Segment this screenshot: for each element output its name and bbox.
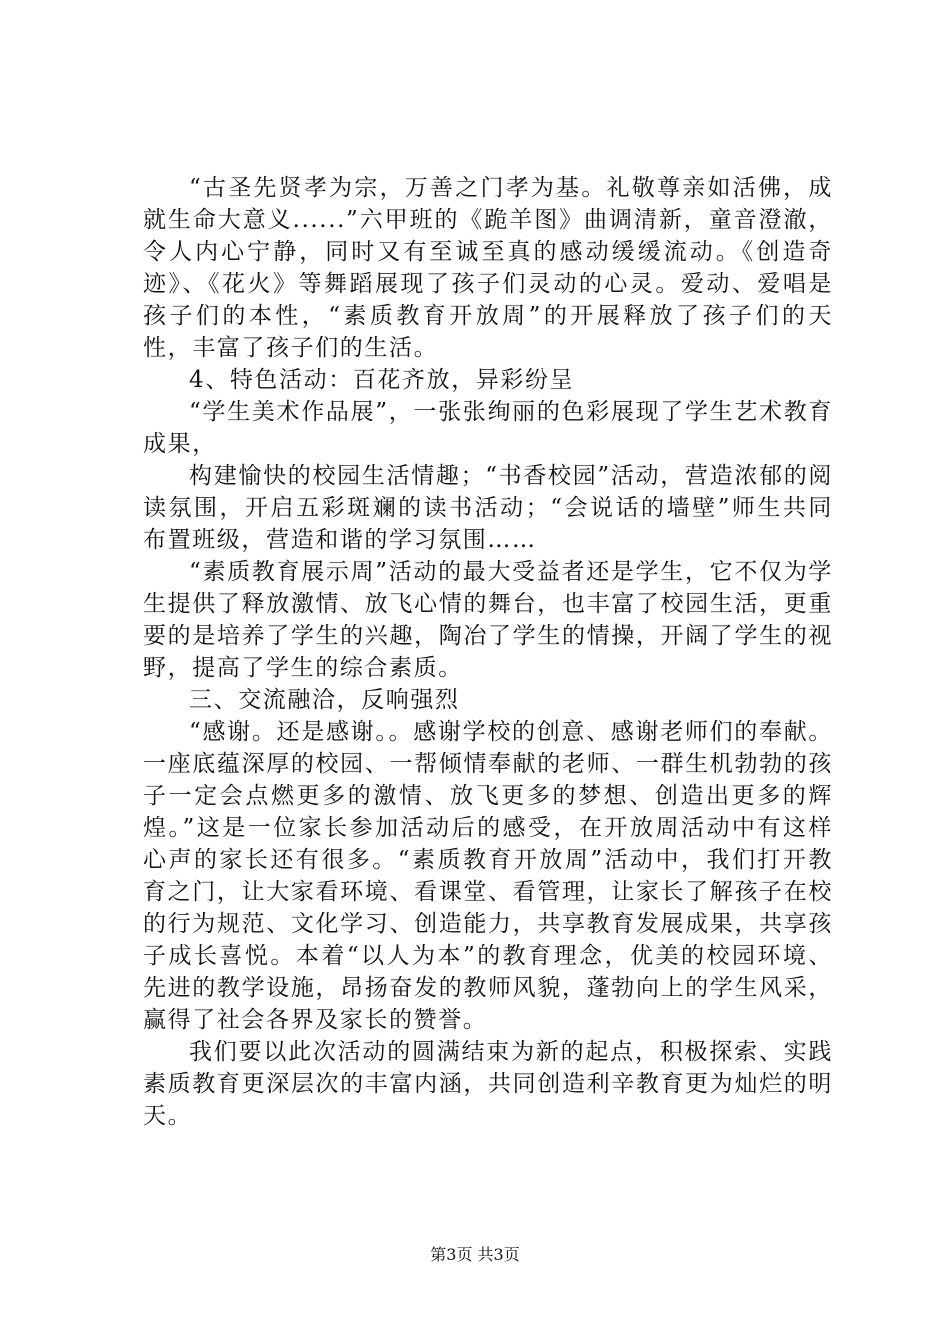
page-footer: 第3页 共3页 [430,1245,520,1264]
paragraph-art-exhibition: “学生美术作品展”，一张张绚丽的色彩展现了学生艺术教育成果， [143,399,833,457]
heading-special-activities: 4、特色活动：百花齐放，异彩纷呈 [189,367,575,393]
paragraph-campus-life: 构建愉快的校园生活情趣；“书香校园”活动，营造浓郁的阅读氛围，开启五彩斑斓的读书活动；“会说话的墙壁”师生共同布置班级，营造和谐的学习氛围…… [143,463,833,553]
paragraph-parent-feedback: “感谢。还是感谢。。感谢学校的创意、感谢老师们的奉献。一座底蕴深厚的校园、一帮倾情奉献的老师、一群生机勃勃的孩子一定会点燃更多的激情、放飞更多的梦想、创造出更多的辉煌。”这是一位家长参加活动后的感受，在开放周活动中有这样心声的家长还有很多。“素质教育开放周”活动中，我们打开教育之门，让大家看环境、看课堂、看管理，让家长了解孩子在校的行为规范、文化学习、创造能力，共享教育发展成果，共享孩子成长喜悦。本着“以人为本”的教育理念，优美的校园环境、先进的教学设施，昂扬奋发的教师风貌，蓬勃向上的学生风采，赢得了社会各界及家长的赞誉。 [143,719,833,1033]
paragraph-student-benefits: “素质教育展示周”活动的最大受益者还是学生，它不仅为学生提供了释放激情、放飞心情的舞台，也丰富了校园生活，更重要的是培养了学生的兴趣，陶冶了学生的情操，开阔了学生的视野，提高了学生的综合素质。 [143,559,833,681]
heading-exchange: 三、交流融洽，反响强烈 [189,687,460,713]
document-body [143,172,833,1132]
paragraph-conclusion: 我们要以此次活动的圆满结束为新的起点，积极探索、实践素质教育更深层次的丰富内涵，共同创造利辛教育更为灿烂的明天。 [143,1039,833,1129]
paragraph-song-dance: “古圣先贤孝为宗，万善之门孝为基。礼敬尊亲如活佛，成就生命大意义......”六甲班的《跪羊图》曲调清新，童音澄澈，令人内心宁静，同时又有至诚至真的感动缓缓流动。《创造奇迹》、《花火》等舞蹈展现了孩子们灵动的心灵。爱动、爱唱是孩子们的本性，“素质教育开放周”的开展释放了孩子们的天性，丰富了孩子们的生活。 [143,175,833,361]
